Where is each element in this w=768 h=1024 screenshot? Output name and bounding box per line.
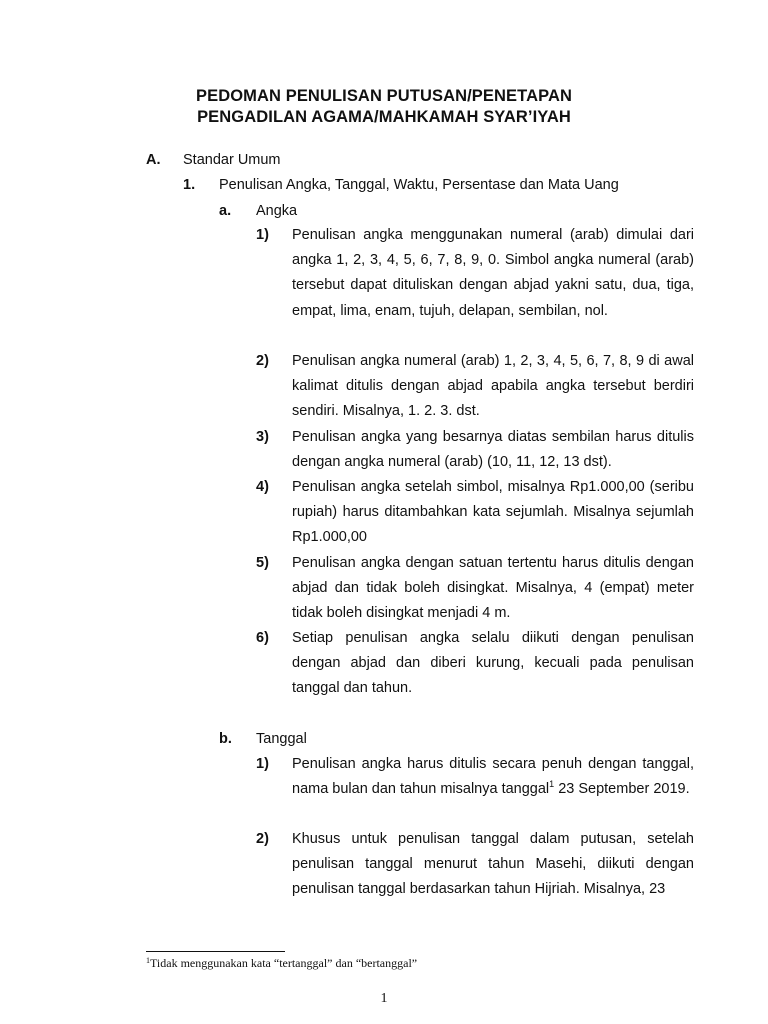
item-text: Penulisan angka dengan satuan tertentu harus ditulis dengan abjad dan tidak boleh disingkat. Misalnya, 4 (empat) meter tidak boleh disingkat menjadi 4 m. [292, 555, 694, 622]
item-text: Setiap penulisan angka selalu diikuti dengan penulisan dengan abjad dan diberi kurung, kecuali pada penulisan tanggal dan tahun. [292, 630, 694, 697]
section-heading: Standar Umum [183, 152, 281, 168]
item-text-after: 23 September 2019. [554, 781, 690, 798]
sub-a-heading: Angka [256, 203, 298, 219]
item-text: Khusus untuk penulisan tanggal dalam putusan, setelah penulisan tanggal menurut tahun Masehi, diikuti dengan penulisan tanggal berdasarkan tahun Hijriah. Misalnya, 23 [292, 831, 694, 898]
item-number: 5) [256, 555, 269, 571]
item-text-before: Penulisan angka harus ditulis secara penuh dengan tanggal, nama bulan dan tahun misalnya tanggal [292, 756, 694, 798]
title-line-2: PENGADILAN AGAMA/MAHKAMAH SYAR’IYAH [197, 108, 571, 126]
item-text: Penulisan angka yang besarnya diatas sembilan harus ditulis dengan angka numeral (arab) (10, 11, 12, 13 dst). [292, 429, 694, 471]
title-line-1: PEDOMAN PENULISAN PUTUSAN/PENETAPAN [196, 87, 572, 105]
footnote-text: Tidak menggunakan kata “tertanggal” dan “bertanggal” [150, 956, 418, 970]
sub-a-marker: a. [219, 203, 232, 219]
item-text: Penulisan angka numeral (arab) 1, 2, 3, 4, 5, 6, 7, 8, 9 di awal kalimat ditulis dengan abjad apabila angka tersebut berdiri sendiri. Misalnya, 1. 2. 3. dst. [292, 353, 694, 420]
page-number: 1 [380, 991, 388, 1006]
item-number: 6) [256, 630, 269, 646]
footnote-reference[interactable]: 1 [549, 779, 555, 790]
document-title [0, 86, 768, 128]
item-text: Penulisan angka menggunakan numeral (arab) dimulai dari angka 1, 2, 3, 4, 5, 6, 7, 8, 9, 0. Simbol angka numeral (arab) tersebut dapat dituliskan dengan abjad yakni satu, dua, tiga, empat, lima, enam, tujuh, delapan, sembilan, nol. [292, 227, 694, 319]
item-number: 1) [256, 227, 269, 243]
item-number: 2) [256, 831, 269, 847]
sub-b-marker: b. [219, 731, 232, 747]
footnote-marker: 1 [146, 956, 150, 965]
footnote-separator [146, 951, 285, 952]
item-number: 4) [256, 479, 269, 495]
section-marker: A. [146, 152, 161, 168]
item-number: 3) [256, 429, 269, 445]
item-number: 1) [256, 756, 269, 772]
item-text: Penulisan angka setelah simbol, misalnya Rp1.000,00 (seribu rupiah) harus ditambahkan kata sejumlah. Misalnya sejumlah Rp1.000,00 [292, 479, 694, 546]
subsection-heading: Penulisan Angka, Tanggal, Waktu, Persentase dan Mata Uang [219, 177, 619, 193]
footnote [146, 955, 417, 971]
sub-b-heading: Tanggal [256, 731, 307, 747]
subsection-marker: 1. [183, 177, 196, 193]
item-text [292, 752, 694, 802]
item-number: 2) [256, 353, 269, 369]
